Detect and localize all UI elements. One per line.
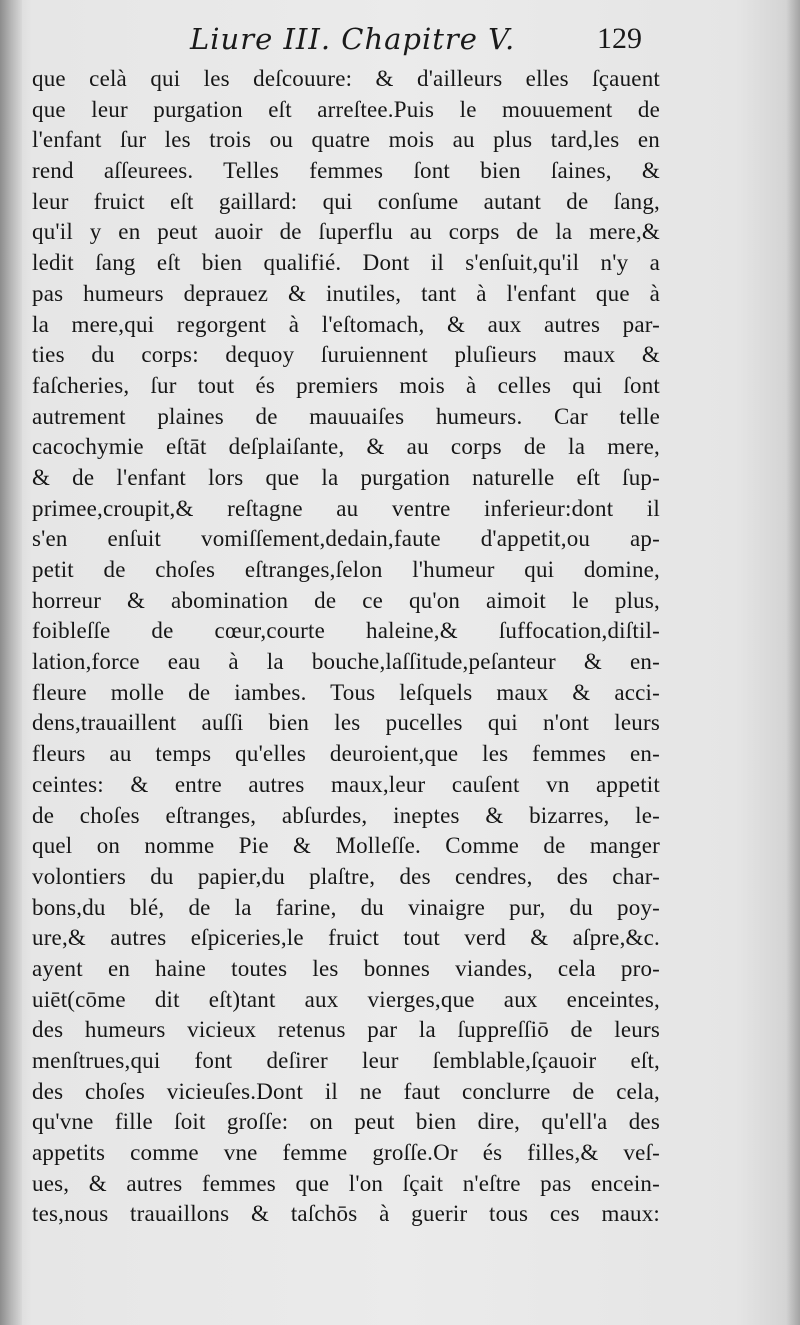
page-gutter-shadow: [0, 0, 22, 1325]
text-line: cacochymie eſtāt deſplaiſante, & au corps de la mere,: [32, 434, 660, 460]
text-line: de choſes eſtranges, abſurdes, ineptes & bizarres, le-: [32, 802, 660, 828]
text-line: petit de choſes eſtranges,ſelon l'humeur qui domine,: [32, 557, 660, 582]
text-line: bons,du blé, de la farine, du vinaigre pur, du poy-: [32, 894, 660, 920]
body-text: [32, 64, 660, 1230]
text-line: autrement plaines de mauuaiſes humeurs. Car telle: [32, 403, 660, 429]
text-line: fleurs au temps qu'elles deuroient,que les femmes en-: [32, 741, 660, 767]
text-line: ceintes: & entre autres maux,leur cauſent vn appetit: [32, 771, 660, 797]
text-line: dens,trauaillent auſſi bien les pucelles qui n'ont leurs: [32, 710, 660, 736]
text-line: leur fruict eſt gaillard: qui conſume autant de ſang,: [32, 188, 660, 214]
text-line: ties du corps: dequoy ſuruiennent pluſieurs maux &: [32, 342, 660, 368]
text-line: uiēt(cōme dit eſt)tant aux vierges,que aux enceintes,: [32, 986, 660, 1012]
text-line: des choſes vicieuſes.Dont il ne faut conclurre de cela,: [32, 1078, 660, 1104]
text-line: faſcheries, ſur tout és premiers mois à celles qui ſont: [32, 372, 660, 398]
page-number: 129: [597, 22, 642, 55]
text-line: quel on nomme Pie & Molleſſe. Comme de manger: [32, 833, 660, 859]
text-line: fleure molle de iambes. Tous leſquels maux & acci-: [32, 679, 660, 705]
text-line: foibleſſe de cœur,courte haleine,& ſuffocation,diſtil-: [32, 618, 660, 644]
text-line: que celà qui les deſcouure: & d'ailleurs elles ſçauent: [32, 66, 660, 91]
page-edge-shadow: [786, 0, 800, 1325]
text-line: qu'vne fille ſoit groſſe: on peut bien dire, qu'ell'a des: [32, 1109, 660, 1135]
text-line: horreur & abomination de ce qu'on aimoit le plus,: [32, 587, 660, 613]
text-line: l'enfant ſur les trois ou quatre mois au plus tard,les en: [32, 127, 660, 153]
text-line: primee,croupit,& reſtagne au ventre inferieur:dont il: [32, 495, 660, 521]
text-line: volontiers du papier,du plaſtre, des cendres, des char-: [32, 863, 660, 889]
text-line: lation,force eau à la bouche,laſſitude,peſanteur & en-: [32, 649, 660, 675]
text-line: & de l'enfant lors que la purgation naturelle eſt ſup-: [32, 464, 660, 490]
text-line: que leur purgation eſt arreſtee.Puis le mouuement de: [32, 96, 660, 122]
text-line: pas humeurs deprauez & inutiles, tant à l'enfant que à: [32, 280, 660, 306]
text-line: la mere,qui regorgent à l'eſtomach, & aux autres par-: [32, 311, 660, 337]
text-line: qu'il y en peut auoir de ſuperflu au corps de la mere,&: [32, 219, 660, 245]
text-line: s'en enſuit vomiſſement,dedain,faute d'appetit,ou ap-: [32, 526, 660, 552]
text-line: rend aſſeurees. Telles femmes ſont bien ſaines, &: [32, 158, 660, 184]
text-line: appetits comme vne femme groſſe.Or és filles,& veſ-: [32, 1140, 660, 1166]
running-head: Liure III. Chapitre V.: [190, 22, 516, 56]
text-line: ure,& autres eſpiceries,le fruict tout verd & aſpre,&c.: [32, 925, 660, 951]
text-line: ues, & autres femmes que l'on ſçait n'eſtre pas encein-: [32, 1170, 660, 1196]
text-line: tes,nous trauaillons & taſchōs à guerir tous ces maux:: [32, 1201, 660, 1227]
text-line: ledit ſang eſt bien qualifié. Dont il s'enſuit,qu'il n'y a: [32, 250, 660, 276]
text-line: ayent en haine toutes les bonnes viandes, cela pro-: [32, 955, 660, 981]
text-line: menſtrues,qui font deſirer leur ſemblable,ſçauoir eſt,: [32, 1048, 660, 1073]
page-header: [0, 22, 800, 62]
text-line: des humeurs vicieux retenus par la ſuppreſſiō de leurs: [32, 1017, 660, 1043]
